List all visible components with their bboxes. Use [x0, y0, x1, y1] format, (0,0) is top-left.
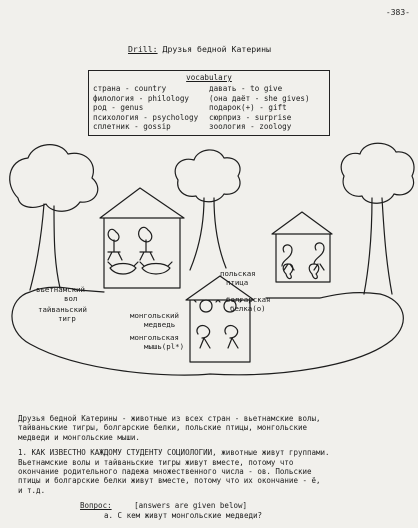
vocab-entry: давать - to give — [209, 84, 283, 93]
intro-paragraph: Друзья бедной Катерины - животные из всех стран - вьетнамские волы, тайваньские тигры, болгарские белки, польские птицы, монгольские медведи и монгольские мыши. — [18, 414, 321, 442]
left-house — [100, 188, 184, 288]
label-vietnamese-ox: вьетнамский вол — [36, 285, 85, 303]
vocab-entry: род - genus — [93, 103, 144, 112]
vocabulary-title: vocabulary — [186, 73, 232, 82]
vocab-entry: психология - psychology — [93, 112, 199, 122]
drill-heading — [128, 44, 271, 54]
vocab-entry: зоология - zoology — [209, 122, 292, 131]
label-mongolian-mouse: монгольская мышь(pl*) — [130, 333, 185, 351]
vocab-entry: страна - country — [93, 84, 167, 93]
right-tree-canopy — [341, 143, 414, 203]
question-heading — [80, 501, 410, 510]
question-a: а. С кем живут монгольские медведи? — [104, 510, 263, 520]
label-taiwan-tiger: тайваньский тигр — [38, 305, 87, 323]
label-bulgarian-squirrel: болгарская белка(о) — [226, 295, 271, 313]
vocabulary-left-column — [93, 84, 209, 132]
vocab-entry: сплетник - gossip — [93, 122, 171, 131]
left-tree-canopy — [10, 145, 98, 212]
animal-village-illustration — [0, 140, 418, 410]
answers-note: [answers are given below] — [134, 501, 248, 511]
page-number: -383- — [385, 8, 410, 17]
bottom-house — [186, 276, 254, 362]
vocab-entry: сюрприз - surprise — [209, 112, 292, 122]
vocabulary-right-column — [209, 84, 325, 132]
paragraph-1: 1. КАК ИЗВЕСТНО КАЖДОМУ СТУДЕНТУ СОЦИОЛОГИИ, животные живут группами. Вьетнамские волы и тайваньские тигры живут вместе, потому что окончание родительного падежа множественного числа - ов. Польские птицы и болгарские белки живут вместе, потому что их окончание - ё, и т.д. — [18, 448, 330, 495]
vocab-entry: (она даёт - she gives) — [209, 93, 310, 103]
vocab-entry: подарок(+) - gift — [209, 103, 287, 112]
vocab-entry: филология - philology — [93, 93, 190, 103]
right-house — [272, 212, 332, 282]
question-label: Вопрос: — [80, 501, 112, 511]
label-mongolian-bear: монгольский медведь — [130, 311, 179, 329]
vocabulary-box — [88, 70, 330, 136]
left-tree-trunk — [30, 204, 60, 290]
middle-tree-trunk — [190, 198, 226, 270]
drill-label: Drill: — [128, 44, 158, 54]
middle-tree-canopy — [175, 150, 240, 202]
drill-title: Друзья бедной Катерины — [162, 44, 271, 54]
body-text — [18, 414, 410, 520]
right-tree-trunk — [364, 198, 392, 294]
label-polish-bird: польская птица — [220, 269, 256, 287]
